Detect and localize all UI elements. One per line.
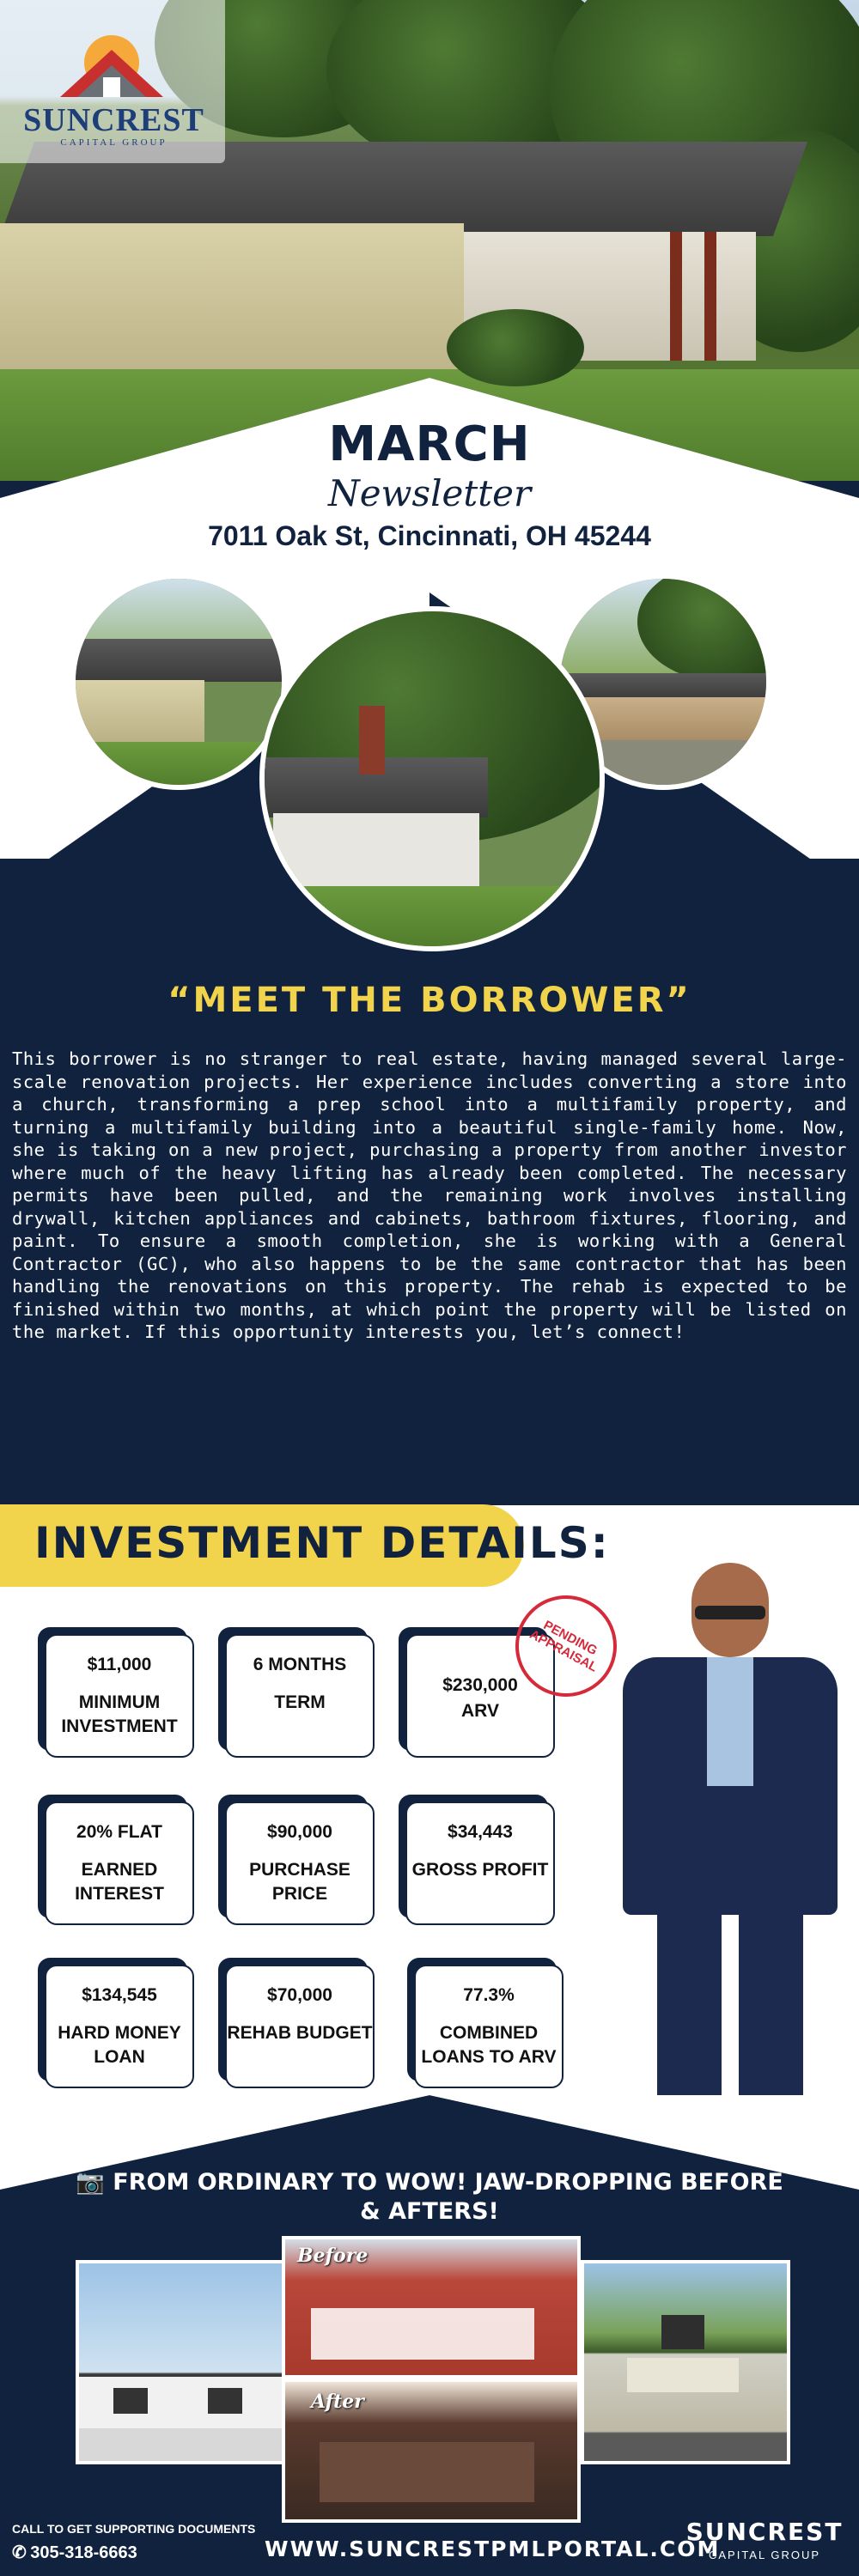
- card-value: $90,000: [267, 1822, 332, 1842]
- card-label: TERM: [274, 1692, 326, 1712]
- card-value: 77.3%: [463, 1985, 515, 2005]
- card-label: EARNED INTEREST: [75, 1860, 164, 1904]
- investment-card: [405, 1801, 555, 1925]
- card-label: REHAB BUDGET: [227, 2023, 373, 2043]
- after-label: After: [311, 2391, 364, 2413]
- footer-phone[interactable]: [12, 2542, 137, 2563]
- phone-number: 305-318-6663: [30, 2543, 137, 2562]
- before-label: Before: [297, 2245, 369, 2267]
- brand-logo: [0, 0, 225, 163]
- borrower-portrait: [606, 1563, 855, 2155]
- investment-title: INVESTMENT DETAILS:: [34, 1518, 610, 1568]
- card-label: GROSS PROFIT: [411, 1860, 549, 1880]
- card-label: HARD MONEY LOAN: [58, 2023, 181, 2067]
- footer-cta: CALL TO GET SUPPORTING DOCUMENTS: [12, 2522, 256, 2536]
- property-photo-center: [259, 606, 605, 951]
- card-value: 6 MONTHS: [253, 1655, 347, 1674]
- showcase-photo-right: [581, 2260, 790, 2464]
- footer-brand-sub: CAPITAL GROUP: [708, 2549, 821, 2561]
- showcase-title: 📷 FROM ORDINARY TO WOW! JAW-DROPPING BEFORE & AFTERS!: [76, 2169, 783, 2225]
- card-value: $134,545: [82, 1985, 157, 2005]
- logo-wordmark: SUNCREST: [23, 102, 204, 138]
- newsletter-month: MARCH: [328, 416, 531, 472]
- newsletter-subtitle: Newsletter: [327, 472, 532, 514]
- before-photo: [282, 2236, 581, 2379]
- property-address: 7011 Oak St, Cincinnati, OH 45244: [208, 520, 651, 551]
- card-label: PURCHASE PRICE: [249, 1860, 350, 1904]
- logo-tagline: CAPITAL GROUP: [60, 137, 168, 148]
- investment-card: [45, 1965, 194, 2088]
- card-label: COMBINED LOANS TO ARV: [421, 2023, 557, 2067]
- phone-icon: ✆: [12, 2543, 27, 2562]
- investment-card: [45, 1634, 194, 1758]
- investment-card: [225, 1801, 375, 1925]
- borrower-title: “MEET THE BORROWER”: [168, 981, 691, 1020]
- borrower-bio: This borrower is no stranger to real estate, having managed several large-scale renovation projects. Her experience includes converting a store into a church, transforming a prep school into a multifamily property, and turning a multifamily building into a beautiful single-family home. Now, she is taking on a new project, purchasing a property from another investor where much of the heavy lifting has already been completed. The necessary permits have been pulled, and the remaining work involves installing drywall, kitchen appliances and cabinets, bathroom fixtures, flooring, and paint. To ensure a smooth completion, she is working with a General Contractor (GC), who also happens to be the same contractor that has been handling the renovations on this property. The rehab is expected to be finished within two months, at which point the property will be listed on the market. If this opportunity interests you, let’s connect!: [12, 1048, 847, 1342]
- card-label: ARV: [461, 1701, 499, 1721]
- footer-brand: SUNCREST: [685, 2518, 844, 2546]
- pending-appraisal-stamp: PENDING APPRAISAL: [497, 1577, 635, 1715]
- property-photo-left: [70, 574, 287, 790]
- investment-card: [45, 1801, 194, 1925]
- investment-card: [414, 1965, 564, 2088]
- card-value: $230,000: [442, 1675, 518, 1695]
- after-photo: [282, 2379, 581, 2523]
- card-value: $11,000: [87, 1655, 152, 1674]
- investment-card: [225, 1634, 375, 1758]
- card-value: 20% FLAT: [76, 1822, 162, 1842]
- footer-website-link[interactable]: WWW.SUNCRESTPMLPORTAL.COM: [265, 2537, 721, 2561]
- card-value: $34,443: [448, 1822, 513, 1842]
- investment-card: [225, 1965, 375, 2088]
- card-label: MINIMUM INVESTMENT: [61, 1692, 178, 1736]
- card-value: $70,000: [267, 1985, 332, 2005]
- showcase-photo-left: [76, 2260, 285, 2464]
